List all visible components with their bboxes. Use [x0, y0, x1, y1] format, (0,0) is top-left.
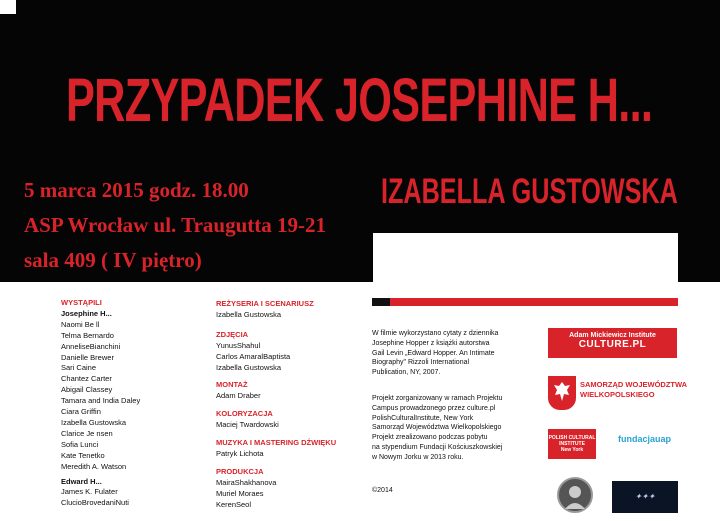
cast-lead: Josephine H...: [61, 308, 112, 318]
crew-header-production: PRODUKCJA: [216, 466, 264, 476]
event-venue: ASP Wrocław ul. Traugutta 19-21: [24, 213, 327, 237]
cast-member: Telma Bernardo: [61, 330, 114, 340]
event-room: sala 409 ( IV piętro): [24, 248, 202, 272]
copyright: ©2014: [372, 487, 393, 494]
crew-name: YunusShahul: [216, 340, 261, 350]
note-line: Josephine Hopper z książki autorstwa: [372, 339, 490, 347]
cast-list: [61, 298, 140, 509]
crew-name: Izabella Gustowska: [216, 362, 282, 372]
cast-member: Tamara and India Daley: [61, 396, 141, 406]
crew-list: [216, 299, 336, 511]
note-line: Gail Levin „Edward Hopper. An Intimate: [372, 349, 495, 357]
crew-name: Patryk Lichota: [216, 448, 264, 458]
cast-member: Danielle Brewer: [61, 352, 114, 362]
samorzad-text: WIELKOPOLSKIEGO: [580, 390, 655, 399]
white-panel: [373, 233, 678, 282]
note-line: Campus prowadzonego przez culture.pl: [372, 404, 496, 412]
fundacja-uap-logo: [618, 434, 671, 444]
cast-member: Meredith A. Watson: [61, 461, 127, 471]
crew-name: Adam Draber: [216, 391, 261, 401]
crew-name: Izabella Gustowska: [216, 309, 282, 319]
samorzad-wielkopolski-logo: [548, 376, 688, 412]
pci-text: INSTITUTE: [559, 441, 585, 447]
crew-header-coloring: KOLORYZACJA: [216, 409, 273, 419]
quote-note: [372, 329, 537, 378]
red-divider: [372, 298, 678, 306]
crew-name: KerenSeol: [216, 499, 252, 509]
project-note: [372, 394, 537, 463]
note-line: Projekt zrealizowano podczas pobytu: [372, 434, 488, 442]
note-line: na stypendium Fundacji Kościuszkowskiej: [372, 443, 503, 451]
crew-name: MairaShakhanova: [216, 477, 277, 487]
poster-title: PRZYPADEK JOSEPHINE H...: [66, 66, 653, 134]
crew-name: Muriel Moraes: [216, 488, 264, 498]
samorzad-text: SAMORZĄD WOJEWÓDZTWA: [580, 380, 688, 389]
crew-header-direction: REŻYSERIA I SCENARIUSZ: [216, 299, 314, 308]
cast-member: Sari Caine: [61, 363, 97, 373]
pci-text: New York: [560, 447, 584, 453]
adam-mickiewicz-institute-logo: [548, 328, 677, 358]
note-line: Projekt zorganizowany w ramach Projektu: [372, 395, 503, 402]
crew-name: Carlos AmaralBaptista: [216, 351, 291, 361]
cast-member: Izabella Gustowska: [61, 417, 127, 427]
pci-text: POLISH CULTURAL: [548, 435, 596, 441]
event-date: 5 marca 2015 godz. 18.00: [24, 178, 249, 202]
crew-name: Maciej Twardowski: [216, 420, 279, 430]
cast-member: Ciara Griffin: [61, 407, 101, 417]
artist-name: IZABELLA GUSTOWSKA: [381, 172, 678, 211]
ami-logo-text: Adam Mickiewicz Institute: [569, 332, 656, 339]
crew-header-editing: MONTAŻ: [216, 380, 248, 390]
note-line: PolishCulturalInstitute, New York: [372, 414, 474, 422]
crew-header-photography: ZDJĘCIA: [216, 329, 249, 339]
polish-cultural-institute-logo: [548, 429, 596, 459]
culture-pl-text: CULTURE.PL: [578, 339, 647, 350]
cast-member: Naomi Be ll: [61, 319, 100, 329]
cast-member: ClucioBrovedaniNuti: [61, 498, 129, 508]
cast-member: Clarice Je nsen: [61, 428, 113, 438]
cast-member: Kate Tenetko: [61, 450, 105, 460]
note-line: Biography" Rizzoli International: [372, 359, 470, 367]
note-line: W filmie wykorzystano cytaty z dziennika: [372, 330, 499, 337]
fundacja-text: fundacjauap: [618, 434, 672, 444]
cast-header: WYSTĄPILI: [61, 298, 102, 307]
crew-header-music: MUZYKA I MASTERING DŹWIĘKU: [216, 438, 337, 448]
note-line: Samorząd Województwa Wielkopolskiego: [372, 424, 502, 432]
eagle-shield-icon: [548, 376, 576, 410]
cast-member: James K. Fulater: [61, 487, 118, 497]
cast-member: AnneliseBianchini: [61, 341, 121, 351]
cast-member: Abigail Classey: [61, 385, 113, 395]
note-line: Publication, NY, 2007.: [372, 369, 441, 377]
production-studio-logo: ✦✦✦: [612, 481, 678, 513]
note-line: w Nowym Jorku w 2013 roku.: [372, 453, 464, 461]
cast-member: Sofia Lunci: [61, 439, 99, 449]
portrait-emblem-icon: [557, 477, 593, 513]
corner-mark: [0, 0, 16, 14]
cast-lead-2: Edward H...: [61, 476, 102, 486]
cast-member: Chantez Carter: [61, 374, 112, 384]
